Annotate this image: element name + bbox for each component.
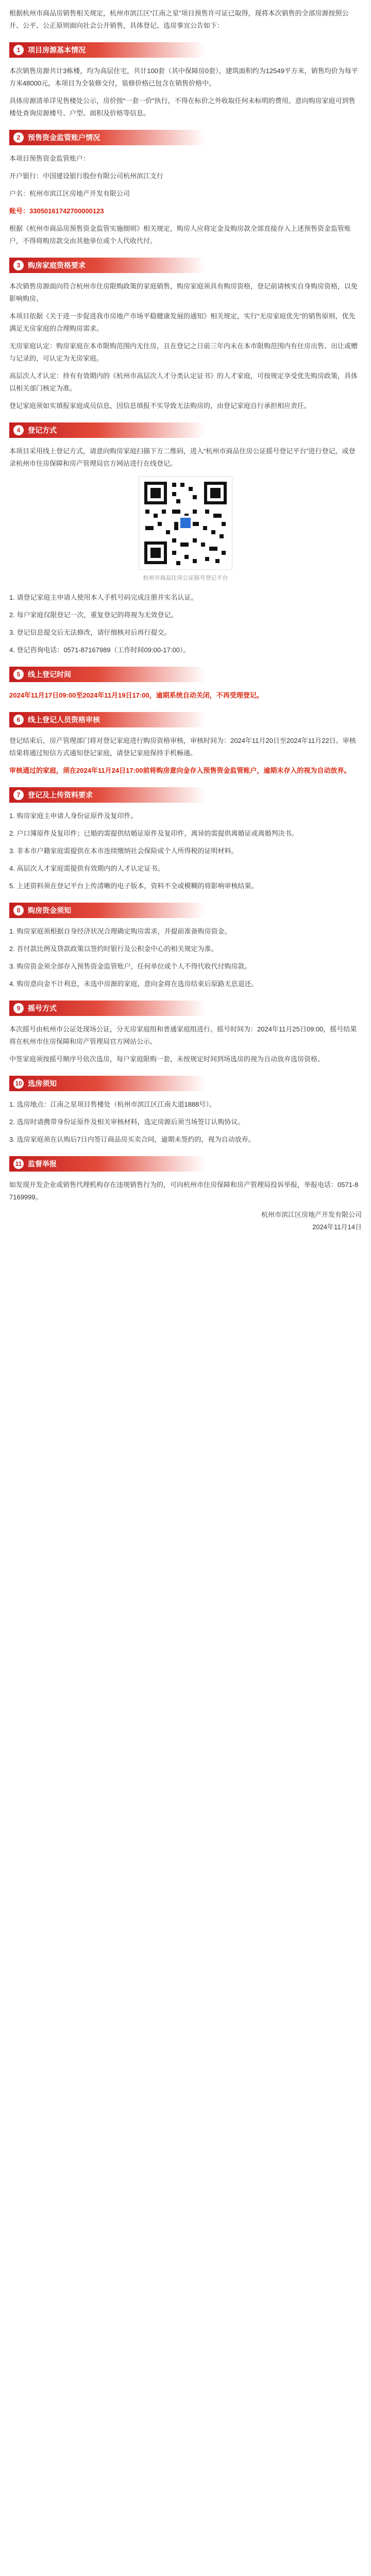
section-number-4: 4 — [13, 425, 24, 435]
section-number-9: 9 — [13, 1003, 24, 1013]
section-number-10: 10 — [13, 1078, 24, 1089]
section-7-paragraph: 4. 高层次人才家庭需提供有效期内的人才认定证书。 — [9, 865, 164, 872]
section-3-paragraph: 本次销售房源面向符合杭州市住房限购政策的家庭销售，购房家庭须具有购房资格，登记前请核实自身购房资格，以免影响购房。 — [9, 282, 358, 302]
section-heading-11 — [9, 1156, 205, 1172]
section-8-paragraph: 2. 首付款比例及贷款政策以签约时银行及公积金中心的相关规定为准。 — [9, 945, 218, 953]
section-title-10: 选房须知 — [28, 1079, 57, 1088]
section-7-paragraph: 1. 购房家庭主申请人身份证原件及复印件。 — [9, 812, 138, 820]
qr-code-icon[interactable] — [139, 476, 232, 570]
section-9-paragraph: 中签家庭须按摇号顺序号依次选房，每户家庭限购一套，未按规定时间到场选房的视为自动放弃选房资格。 — [9, 1055, 325, 1063]
section-heading-9 — [9, 1001, 205, 1016]
section-2-paragraph: 本项目预售资金监管账户： — [9, 155, 90, 162]
section-title-3: 购房家庭资格要求 — [28, 261, 86, 269]
section-heading-10 — [9, 1076, 205, 1091]
section-title-8: 购房资金须知 — [28, 906, 71, 914]
section-8-paragraph: 4. 购房意向金不计利息，未选中房源的家庭，意向金将在选房结束后原路无息退还。 — [9, 980, 258, 988]
account-number: 账号：33050161742700000123 — [9, 207, 104, 215]
section-6-deadline: 审核通过的家庭，须在2024年11月24日17:00前将购房意向金存入预售资金监管账户，逾期未存入的视为自动放弃。 — [9, 767, 351, 774]
section-number-1: 1 — [13, 45, 24, 55]
section-title-1: 项目房源基本情况 — [28, 46, 86, 54]
qr-code-block — [9, 476, 362, 584]
section-3-paragraph: 登记家庭须如实填报家庭成员信息，因信息填报不实导致无法购房的，由登记家庭自行承担相应责任。 — [9, 402, 311, 410]
section-heading-2 — [9, 130, 205, 145]
section-number-7: 7 — [13, 790, 24, 800]
section-1-paragraph: 具体房源清单详见售楼处公示，房价按“一套一价”执行，不得在标价之外收取任何未标明的费用。意向购房家庭可到售楼处查询房源楼号、户型、面积及价格等信息。 — [9, 97, 356, 117]
section-3-paragraph: 本项目依据《关于进一步促进我市房地产市场平稳健康发展的通知》相关规定，实行“无房家庭优先”的销售原则，优先满足无房家庭的合理购房需求。 — [9, 312, 356, 332]
section-title-2: 预售资金监管账户情况 — [28, 133, 100, 142]
section-10-paragraph: 1. 选房地点：江南之星项目售楼处（杭州市滨江区江南大道1888号）。 — [9, 1100, 216, 1108]
section-heading-1 — [9, 42, 205, 58]
section-title-7: 登记及上传资料要求 — [28, 791, 93, 799]
signature-block — [9, 1209, 362, 1233]
section-heading-6 — [9, 712, 205, 727]
section-number-3: 3 — [13, 260, 24, 270]
section-number-5: 5 — [13, 669, 24, 680]
section-heading-7 — [9, 787, 205, 803]
qr-caption: 杭州市商品住房公证摇号登记平台 — [143, 575, 228, 581]
section-2-paragraph: 根据《杭州市商品房预售资金监管实施细则》相关规定，购房人应将定金及购房款全部直接存入上述预售资金监管账户，不得将购房款交由其他单位或个人代收代付。 — [9, 225, 351, 245]
section-7-paragraph: 3. 非本市户籍家庭需提供在本市连续缴纳社会保险或个人所得税的证明材料。 — [9, 847, 238, 855]
section-number-2: 2 — [13, 132, 24, 143]
section-4-note: 3. 登记信息提交后无法修改，请仔细核对后再行提交。 — [9, 629, 171, 636]
section-8-paragraph: 3. 购房资金须全部存入预售资金监管账户，任何单位或个人不得代收代付购房款。 — [9, 962, 251, 970]
section-number-6: 6 — [13, 715, 24, 725]
notice-page — [0, 0, 371, 1233]
section-7-paragraph: 5. 上述资料须在登记平台上传清晰的电子版本，资料不全或模糊的将影响审核结果。 — [9, 882, 258, 890]
section-heading-3 — [9, 258, 205, 273]
section-4-note: 4. 登记咨询电话：0571-87167989（工作时间09:00-17:00）。 — [9, 646, 190, 654]
section-3-paragraph: 无房家庭认定：购房家庭在本市限购范围内无住房，且在登记之日前三年内未在本市限购范围内有住房出售、出让或赠与记录的，可认定为无房家庭。 — [9, 342, 358, 362]
section-number-11: 11 — [13, 1159, 24, 1169]
section-title-6: 线上登记人员资格审核 — [28, 716, 100, 724]
section-title-4: 登记方式 — [28, 426, 57, 434]
section-4-note: 2. 每户家庭仅限登记一次，重复登记的将视为无效登记。 — [9, 611, 178, 619]
section-2-paragraph: 开户银行：中国建设银行股份有限公司杭州滨江支行 — [9, 172, 164, 180]
section-heading-8 — [9, 903, 205, 918]
section-3-paragraph: 高层次人才认定：持有有效期内的《杭州市高层次人才分类认定证书》的人才家庭，可按规定享受优先购房政策，具体以相关部门核定为准。 — [9, 372, 358, 392]
signature-company: 杭州市滨江区房地产开发有限公司 — [261, 1211, 362, 1218]
section-2-paragraph: 户名：杭州市滨江区房地产开发有限公司 — [9, 190, 130, 197]
section-6-paragraph: 登记结束后，房产管理部门将对登记家庭进行购房资格审核，审核时间为：2024年11月20日至2024年11月22日。审核结果将通过短信方式通知登记家庭，请登记家庭保持手机畅通。 — [9, 737, 356, 757]
section-number-8: 8 — [13, 905, 24, 916]
section-10-paragraph: 3. 选房家庭须在认购后7日内签订商品房买卖合同，逾期未签约的，视为自动放弃。 — [9, 1136, 255, 1143]
section-7-paragraph: 2. 户口簿原件及复印件；已婚的需提供结婚证原件及复印件，离异的需提供离婚证或离婚判决书。 — [9, 829, 298, 837]
registration-time: 2024年11月17日09:00至2024年11月19日17:00，逾期系统自动关闭，不再受理登记。 — [9, 691, 263, 699]
section-title-11: 监督举报 — [28, 1160, 57, 1168]
section-1-paragraph: 本次销售房源共计3栋楼，均为高层住宅，共计100套（其中保障房0套），建筑面积约为12549平方米，销售均价为每平方米48000元，本项目为全装修交付，装修价格已包含在销售价格中。 — [9, 67, 358, 87]
section-title-9: 摇号方式 — [28, 1004, 57, 1012]
intro-paragraph: 根据杭州市商品房销售相关规定，杭州市滨江区“江南之星”项目预售许可证已取得，现将本次销售的全部房源按照公开、公平、公正原则面向社会公开销售，具体登记、选房事宜公告如下： — [9, 9, 349, 29]
section-9-paragraph: 本次摇号由杭州市公证处现场公证，分无房家庭组和普通家庭组进行。摇号时间为：2024年11月25日09:00，摇号结果将在杭州市住房保障和房产管理局官方网站公示。 — [9, 1025, 357, 1045]
signature-date: 2024年11月14日 — [312, 1223, 362, 1231]
section-heading-4 — [9, 422, 205, 438]
section-heading-5 — [9, 667, 205, 682]
section-10-paragraph: 2. 选房时请携带身份证原件及相关审核材料，选定房源后须当场签订认购协议。 — [9, 1118, 245, 1126]
section-4-note: 1. 请登记家庭主申请人使用本人手机号码完成注册并实名认证。 — [9, 594, 198, 601]
section-title-5: 线上登记时间 — [28, 670, 71, 679]
section-11-paragraph: 如发现开发企业或销售代理机构存在违规销售行为的，可向杭州市住房保障和房产管理局投诉举报，举报电话：0571-87169999。 — [9, 1181, 359, 1201]
section-8-paragraph: 1. 购房家庭须根据自身经济状况合理确定购房需求，并提前准备购房资金。 — [9, 927, 231, 935]
section-4-paragraph: 本项目采用线上登记方式，请意向购房家庭扫描下方二维码，进入“杭州市商品住房公证摇号登记平台”进行登记，或登录杭州市住房保障和房产管理局官方网站进行在线登记。 — [9, 447, 356, 467]
